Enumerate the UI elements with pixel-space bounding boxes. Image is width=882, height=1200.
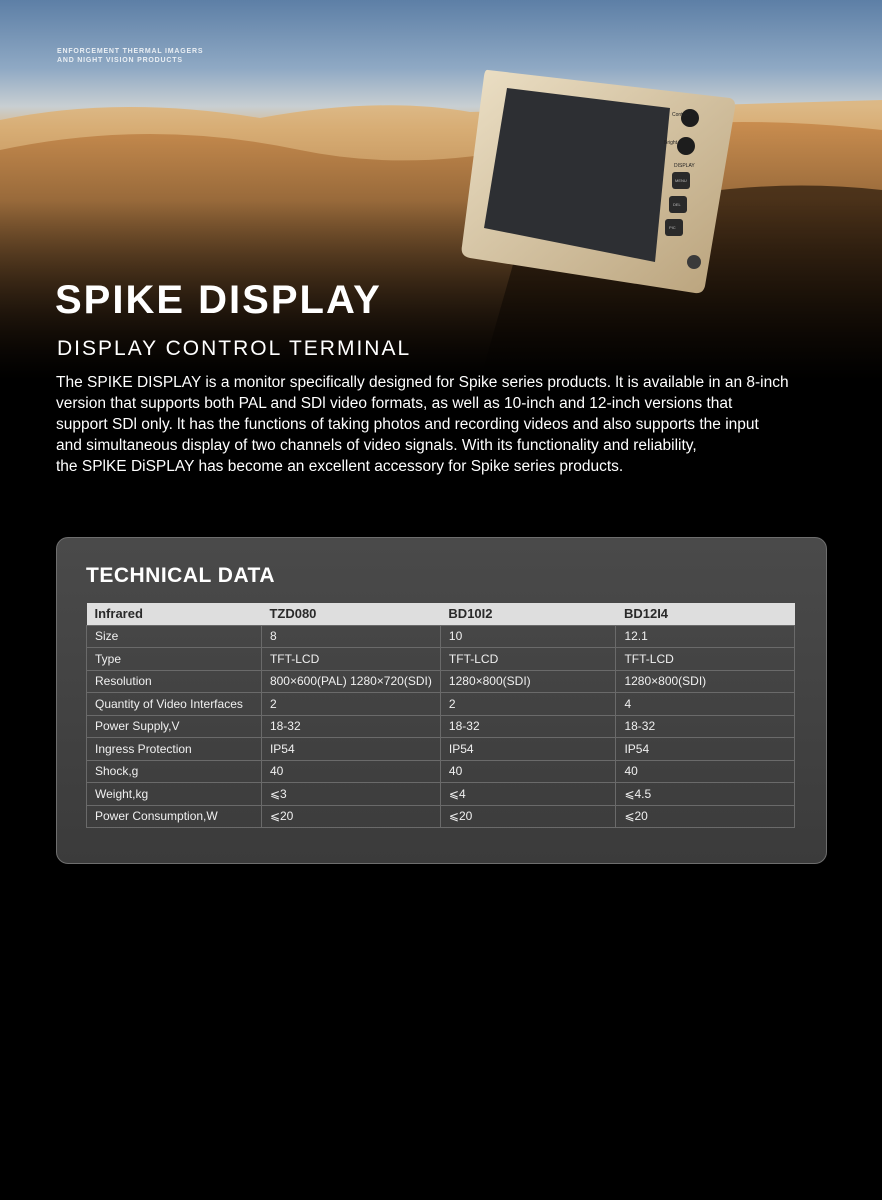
table-row [87, 670, 795, 693]
device-knob-top-label: Contrast [672, 112, 691, 118]
device-button-2: DEL [673, 202, 681, 207]
device-button-group-label: DISPLAY [674, 163, 695, 169]
table-cell: Resolution [87, 670, 262, 693]
product-description [56, 372, 846, 477]
table-row [87, 648, 795, 671]
table-cell: Quantity of Video Interfaces [87, 693, 262, 716]
table-cell: 18-32 [261, 715, 440, 738]
spec-header-cell: TZD080 [261, 603, 440, 625]
table-row [87, 715, 795, 738]
table-cell: ⩽20 [616, 805, 795, 828]
device-button-1: MENU [675, 178, 687, 183]
brand-line-2: AND NIGHT VISION PRODUCTS [57, 57, 183, 64]
spec-header-cell: BD12I4 [616, 603, 795, 625]
table-row [87, 760, 795, 783]
table-cell: 10 [440, 625, 616, 648]
description-line: The SPIKE DISPLAY is a monitor specifically designed for Spike series products. lt is available in an 8-inch [56, 374, 789, 391]
table-cell: 1280×800(SDI) [616, 670, 795, 693]
description-line: and simultaneous display of two channels of video signals. With its functionality and reliability, [56, 437, 697, 454]
table-cell: 1280×800(SDI) [440, 670, 616, 693]
table-row [87, 693, 795, 716]
spec-header-cell: Infrared [87, 603, 262, 625]
product-title: SPIKE DISPLAY [55, 278, 382, 322]
table-cell: Ingress Protection [87, 738, 262, 761]
device-button-3: PIC [669, 225, 676, 230]
monitor-device [462, 70, 735, 293]
table-cell: 18-32 [440, 715, 616, 738]
table-row [87, 783, 795, 806]
table-cell: Weight,kg [87, 783, 262, 806]
description-line: version that supports both PAL and SDl video formats, as well as 10-inch and 12-inch versions that [56, 395, 733, 412]
description-line: support SDl only. lt has the functions of taking photos and recording videos and also supports the input [56, 416, 759, 433]
spec-header-cell: BD10I2 [440, 603, 616, 625]
table-cell: 800×600(PAL) 1280×720(SDI) [261, 670, 440, 693]
brand-line-1: ENFORCEMENT THERMAL IMAGERS [57, 48, 204, 55]
spec-header-row [87, 603, 795, 625]
table-row [87, 625, 795, 648]
table-cell: TFT-LCD [440, 648, 616, 671]
table-cell: TFT-LCD [261, 648, 440, 671]
table-cell: ⩽3 [261, 783, 440, 806]
table-cell: TFT-LCD [616, 648, 795, 671]
table-cell: 18-32 [616, 715, 795, 738]
table-cell: 40 [261, 760, 440, 783]
technical-data-title: TECHNICAL DATA [86, 564, 275, 587]
table-cell: 12.1 [616, 625, 795, 648]
table-cell: 2 [440, 693, 616, 716]
table-cell: IP54 [440, 738, 616, 761]
table-cell: 40 [440, 760, 616, 783]
table-cell: Power Supply,V [87, 715, 262, 738]
table-cell: 2 [261, 693, 440, 716]
table-cell: Shock,g [87, 760, 262, 783]
brand-tagline [57, 47, 203, 65]
table-cell: 8 [261, 625, 440, 648]
device-knob-bottom-label: Bright [664, 140, 678, 146]
product-subtitle: DISPLAY CONTROL TERMINAL [57, 337, 412, 360]
table-cell: ⩽4.5 [616, 783, 795, 806]
table-cell: ⩽20 [440, 805, 616, 828]
technical-data-panel [56, 537, 827, 864]
table-row [87, 738, 795, 761]
table-cell: ⩽4 [440, 783, 616, 806]
table-cell: IP54 [616, 738, 795, 761]
spec-table [86, 603, 795, 828]
table-row [87, 805, 795, 828]
spec-table-body [87, 625, 795, 828]
table-cell: 40 [616, 760, 795, 783]
table-cell: ⩽20 [261, 805, 440, 828]
table-cell: Type [87, 648, 262, 671]
table-cell: Size [87, 625, 262, 648]
table-cell: 4 [616, 693, 795, 716]
description-line: the SPlKE DiSPLAY has become an excellent accessory for Spike series products. [56, 458, 624, 475]
table-cell: Power Consumption,W [87, 805, 262, 828]
table-cell: IP54 [261, 738, 440, 761]
